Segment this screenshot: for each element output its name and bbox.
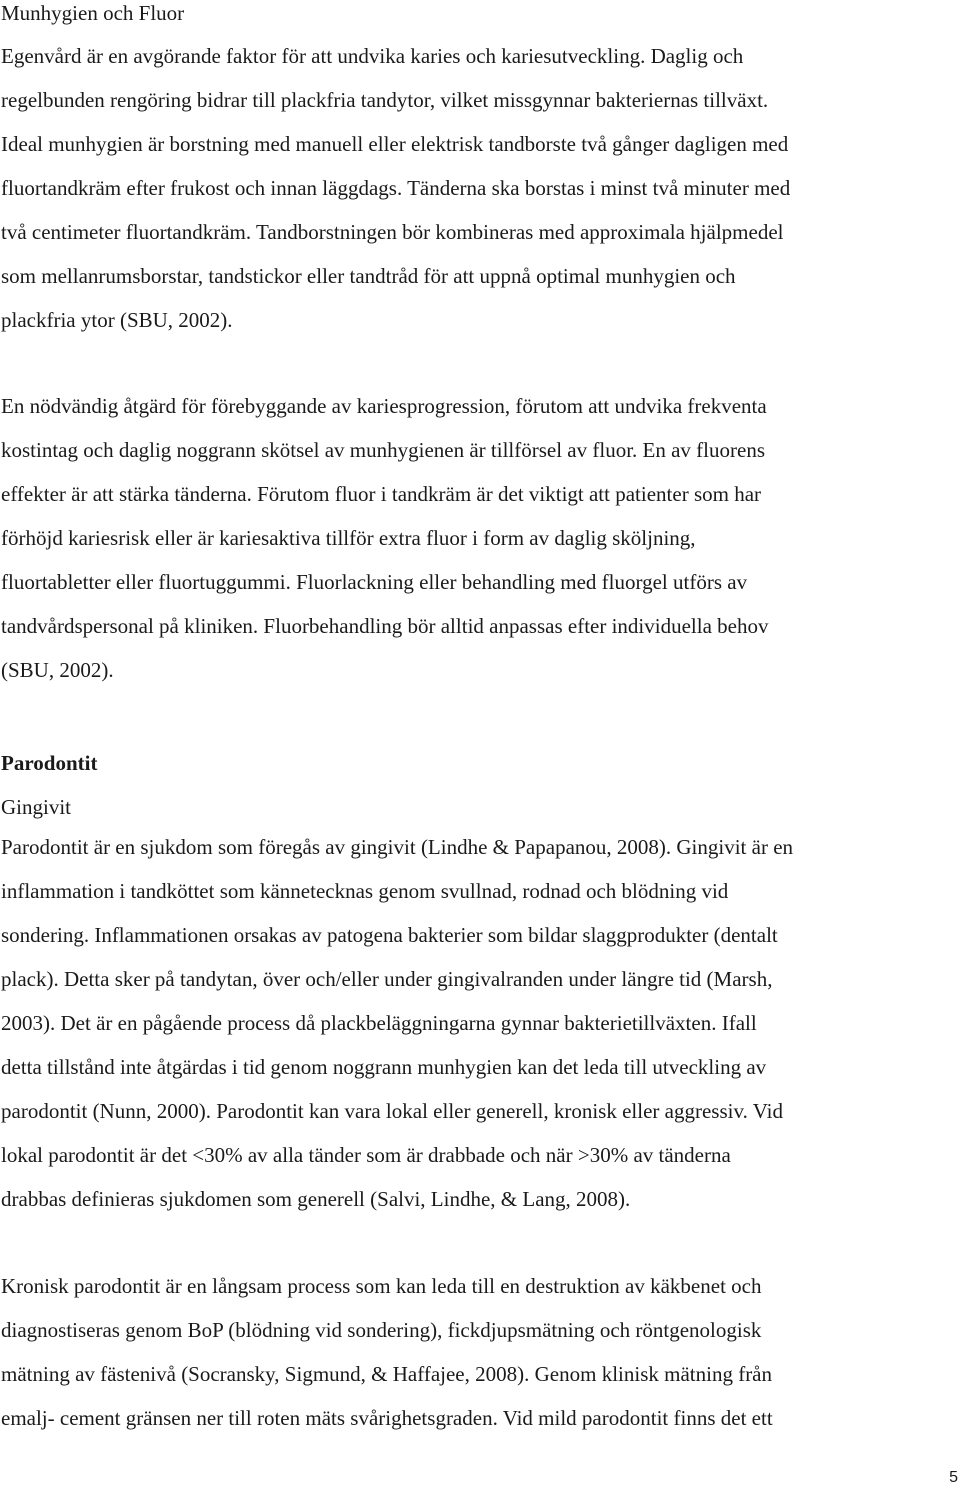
text-line: (SBU, 2002).	[1, 658, 114, 682]
text-line: drabbas definieras sjukdomen som generell (Salvi, Lindhe, & Lang, 2008).	[1, 1187, 631, 1211]
text-line: En nödvändig åtgärd för förebyggande av kariesprogression, förutom att undvika frekventa	[1, 394, 767, 418]
text-line: två centimeter fluortandkräm. Tandborstningen bör kombineras med approximala hjälpmedel	[1, 220, 784, 244]
paragraph-gingivit	[1, 825, 959, 1221]
text-line: förhöjd kariesrisk eller är kariesaktiva tillför extra fluor i form av daglig sköljning,	[1, 526, 696, 550]
paragraph-kronisk-parodontit	[1, 1264, 959, 1440]
text-line: lokal parodontit är det <30% av alla tänder som är drabbade och när >30% av tänderna	[1, 1143, 731, 1167]
section-parodontit	[1, 741, 959, 829]
paragraph-egenvard	[1, 34, 959, 342]
heading-munhygien-och-fluor: Munhygien och Fluor	[1, 1, 185, 25]
text-line: Ideal munhygien är borstning med manuell eller elektrisk tandborste två gånger dagligen med	[1, 132, 789, 156]
paragraph-fluor	[1, 384, 959, 692]
text-line: mätning av fästenivå (Socransky, Sigmund, & Haffajee, 2008). Genom klinisk mätning från	[1, 1362, 773, 1386]
text-line: som mellanrumsborstar, tandstickor eller tandtråd för att uppnå optimal munhygien och	[1, 264, 736, 288]
section-heading-parodontit: Parodontit	[1, 751, 98, 775]
text-line: plack). Detta sker på tandytan, över och/eller under gingivalranden under längre tid (Marsh,	[1, 967, 773, 991]
text-line: regelbunden rengöring bidrar till plackfria tandytor, vilket missgynnar bakteriernas tillväxt.	[1, 88, 769, 112]
text-line: emalj- cement gränsen ner till roten mäts svårighetsgraden. Vid mild parodontit finns det ett	[1, 1406, 773, 1430]
text-line: diagnostiseras genom BoP (blödning vid sondering), fickdjupsmätning och röntgenologisk	[1, 1318, 762, 1342]
text-line: kostintag och daglig noggrann skötsel av munhygienen är tillförsel av fluor. En av fluorens	[1, 438, 765, 462]
subheading-gingivit: Gingivit	[1, 795, 72, 819]
text-line: plackfria ytor (SBU, 2002).	[1, 308, 233, 332]
text-line: sondering. Inflammationen orsakas av patogena bakterier som bildar slaggprodukter (dentalt	[1, 923, 778, 947]
text-line: Kronisk parodontit är en långsam process som kan leda till en destruktion av käkbenet och	[1, 1274, 762, 1298]
text-line: fluortabletter eller fluortuggummi. Fluorlackning eller behandling med fluorgel utförs av	[1, 570, 748, 594]
text-line: Parodontit är en sjukdom som föregås av gingivit (Lindhe & Papapanou, 2008). Gingivit är en	[1, 835, 794, 859]
text-line: parodontit (Nunn, 2000). Parodontit kan vara lokal eller generell, kronisk eller aggressiv. Vid	[1, 1099, 783, 1123]
text-line: detta tillstånd inte åtgärdas i tid genom noggrann munhygien kan det leda till utveckling av	[1, 1055, 767, 1079]
text-line: effekter är att stärka tänderna. Förutom fluor i tandkräm är det viktigt att patienter som har	[1, 482, 762, 506]
text-line: tandvårdspersonal på kliniken. Fluorbehandling bör alltid anpassas efter individuella behov	[1, 614, 769, 638]
text-line: inflammation i tandköttet som kännetecknas genom svullnad, rodnad och blödning vid	[1, 879, 729, 903]
text-line: fluortandkräm efter frukost och innan läggdags. Tänderna ska borstas i minst två minuter med	[1, 176, 791, 200]
page-number: 5	[949, 1469, 958, 1486]
text-line: Egenvård är en avgörande faktor för att undvika karies och kariesutveckling. Daglig och	[1, 44, 744, 68]
text-line: 2003). Det är en pågående process då plackbeläggningarna gynnar bakterietillväxten. Ifall	[1, 1011, 757, 1035]
